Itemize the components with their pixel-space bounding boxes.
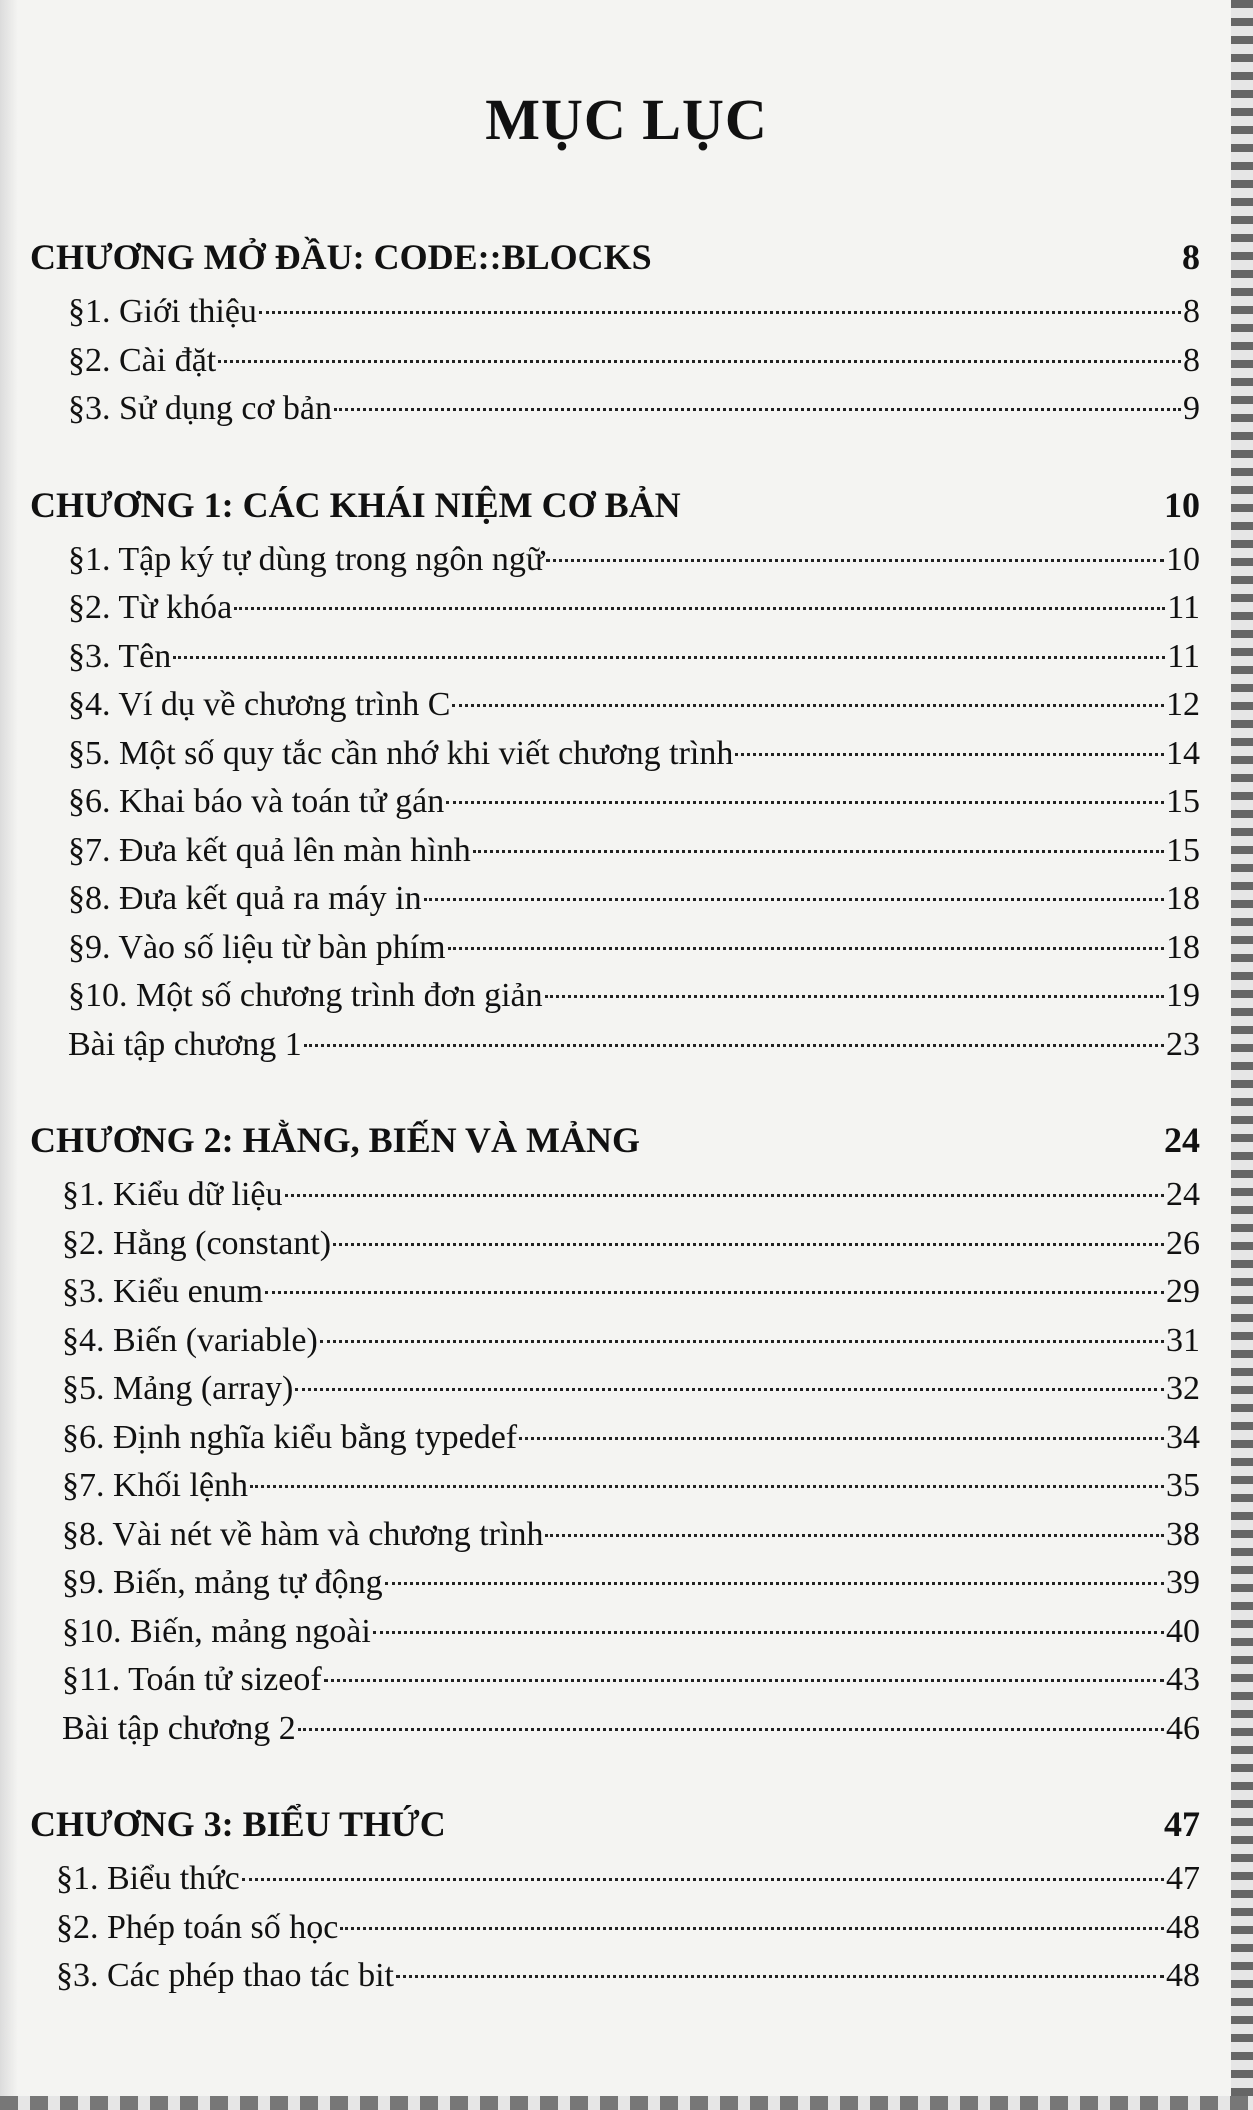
toc-entry[interactable] — [30, 536, 1200, 585]
dot-leader — [298, 1728, 1164, 1731]
toc-entry-label: §5. Một số quy tắc cần nhớ khi viết chương trình — [68, 734, 734, 772]
toc-entry-page-number: 18 — [1166, 880, 1200, 917]
toc-entry[interactable] — [30, 875, 1200, 924]
chapter-heading[interactable] — [30, 236, 1200, 288]
toc-entry-label: §2. Phép toán số học — [56, 1908, 339, 1946]
toc-entry-page-number: 15 — [1166, 831, 1200, 869]
toc-entry-label: §1. Tập ký tự dùng trong ngôn ngữ — [68, 540, 545, 578]
toc-entry[interactable] — [30, 1511, 1200, 1560]
toc-entry[interactable] — [30, 1608, 1200, 1657]
toc-entry[interactable] — [30, 681, 1200, 730]
dot-leader — [340, 1927, 1164, 1930]
dot-leader — [448, 947, 1164, 950]
toc-entry[interactable] — [30, 1317, 1200, 1366]
toc-chapter — [30, 1803, 1200, 2001]
dot-leader — [234, 607, 1165, 610]
toc-entry-page-number: 9 — [1183, 390, 1200, 427]
toc-entry-page-number: 8 — [1183, 293, 1200, 330]
toc-entry[interactable] — [30, 827, 1200, 876]
toc-entry[interactable] — [30, 924, 1200, 973]
toc-entry[interactable] — [30, 1656, 1200, 1705]
toc-entry-page-number: 43 — [1166, 1661, 1200, 1698]
dot-leader — [259, 311, 1181, 314]
toc-entry[interactable] — [30, 385, 1200, 434]
toc-entry-label: §8. Đưa kết quả ra máy in — [68, 880, 422, 917]
toc-entry[interactable] — [30, 1855, 1200, 1904]
dot-leader — [218, 360, 1181, 363]
toc-entry-page-number: 23 — [1166, 1025, 1200, 1063]
chapter-title: CHƯƠNG 2: HẰNG, BIẾN VÀ MẢNG — [30, 1120, 640, 1160]
toc-entry-label: §9. Vào số liệu từ bàn phím — [68, 928, 446, 966]
dot-leader — [242, 1878, 1164, 1881]
toc-entry[interactable] — [30, 1268, 1200, 1317]
toc-entry[interactable] — [30, 1414, 1200, 1463]
toc-entry-page-number: 11 — [1167, 637, 1200, 675]
dot-leader — [320, 1340, 1164, 1343]
toc-entry[interactable] — [30, 288, 1200, 337]
toc-entry-label: §10. Biến, mảng ngoài — [62, 1612, 371, 1650]
toc-entry-label: Bài tập chương 1 — [68, 1025, 302, 1063]
dot-leader — [285, 1194, 1164, 1197]
page-edge-bottom — [0, 2096, 1253, 2110]
dot-leader — [546, 559, 1164, 562]
toc-entry-label: §7. Đưa kết quả lên màn hình — [68, 831, 471, 869]
dot-leader — [519, 1437, 1164, 1440]
toc-entry[interactable] — [30, 1171, 1200, 1220]
toc-entry-label: §3. Sử dụng cơ bản — [68, 390, 332, 427]
dot-leader — [473, 850, 1164, 853]
toc-entry[interactable] — [30, 584, 1200, 633]
toc-entry-page-number: 38 — [1166, 1515, 1200, 1553]
toc-entry-label: §4. Biến (variable) — [62, 1321, 318, 1359]
toc-entry-label: §2. Từ khóa — [68, 589, 233, 626]
chapter-page-number: 8 — [1182, 237, 1200, 277]
toc-entry-label: §6. Khai báo và toán tử gán — [68, 783, 445, 820]
dot-leader — [446, 801, 1164, 804]
toc-entry-label: §5. Mảng (array) — [62, 1370, 294, 1407]
toc-entry[interactable] — [30, 972, 1200, 1021]
toc-entry[interactable] — [30, 337, 1200, 386]
toc-entry-label: §1. Biểu thức — [56, 1860, 240, 1897]
toc-chapter — [30, 1119, 1200, 1753]
dot-leader — [304, 1044, 1164, 1047]
chapter-page-number: 10 — [1164, 484, 1200, 525]
toc-entry-label: §7. Khối lệnh — [62, 1467, 249, 1504]
toc-entry-page-number: 47 — [1166, 1860, 1200, 1897]
toc-entry[interactable] — [30, 730, 1200, 779]
chapter-heading[interactable] — [30, 1119, 1200, 1171]
dot-leader — [295, 1388, 1164, 1391]
dot-leader — [265, 1291, 1164, 1294]
toc-entry-page-number: 12 — [1166, 686, 1200, 723]
toc-entry-label: §10. Một số chương trình đơn giản — [68, 977, 543, 1014]
toc-entry[interactable] — [30, 778, 1200, 827]
toc-entry-page-number: 48 — [1166, 1908, 1200, 1946]
toc-entry-label: §1. Giới thiệu — [68, 293, 257, 330]
dot-leader — [250, 1485, 1164, 1488]
toc-entry-page-number: 48 — [1166, 1957, 1200, 1994]
page-edge-left — [0, 0, 18, 2110]
toc-entry[interactable] — [30, 1952, 1200, 2001]
toc-entry-page-number: 24 — [1166, 1176, 1200, 1213]
toc-entry[interactable] — [30, 1462, 1200, 1511]
toc-entry-label: §6. Định nghĩa kiểu bằng typedef — [62, 1418, 518, 1456]
toc-entry-label: §4. Ví dụ về chương trình C — [68, 686, 451, 723]
table-of-contents — [30, 236, 1200, 2051]
toc-entry-page-number: 26 — [1166, 1224, 1200, 1262]
page-title: MỤC LỤC — [485, 87, 768, 152]
toc-entry-page-number: 32 — [1166, 1370, 1200, 1407]
toc-entry[interactable] — [30, 1365, 1200, 1414]
dot-leader — [173, 656, 1165, 659]
chapter-heading[interactable] — [30, 484, 1200, 536]
dot-leader — [324, 1679, 1164, 1682]
toc-entry[interactable] — [30, 1559, 1200, 1608]
dot-leader — [424, 898, 1164, 901]
toc-entry-page-number: 11 — [1167, 589, 1200, 626]
toc-entry-label: §2. Cài đặt — [68, 341, 217, 379]
toc-entry-page-number: 15 — [1166, 783, 1200, 820]
dot-leader — [452, 704, 1164, 707]
toc-entry[interactable] — [30, 1904, 1200, 1953]
dot-leader — [545, 1534, 1164, 1537]
toc-entry-label: §11. Toán tử sizeof — [62, 1661, 322, 1698]
page-edge-right — [1231, 0, 1253, 2110]
toc-chapter — [30, 484, 1200, 1070]
toc-entry-label: §3. Kiểu enum — [62, 1273, 264, 1310]
chapter-title: CHƯƠNG 3: BIỂU THỨC — [30, 1804, 446, 1844]
dot-leader — [545, 995, 1164, 998]
dot-leader — [735, 753, 1164, 756]
chapter-page-number: 24 — [1164, 1120, 1200, 1160]
toc-entry-label: §9. Biến, mảng tự động — [62, 1564, 383, 1601]
toc-entry-page-number: 39 — [1166, 1564, 1200, 1601]
toc-entry-page-number: 8 — [1183, 341, 1200, 379]
dot-leader — [396, 1975, 1164, 1978]
toc-entry-label: §3. Các phép thao tác bit — [56, 1957, 395, 1994]
chapter-title: CHƯƠNG 1: CÁC KHÁI NIỆM CƠ BẢN — [30, 484, 681, 525]
toc-entry-page-number: 31 — [1166, 1321, 1200, 1359]
dot-leader — [385, 1582, 1164, 1585]
chapter-heading[interactable] — [30, 1803, 1200, 1855]
toc-entry-page-number: 34 — [1166, 1418, 1200, 1456]
toc-entry-page-number: 40 — [1166, 1612, 1200, 1650]
toc-entry-page-number: 10 — [1166, 540, 1200, 578]
chapter-page-number: 47 — [1164, 1804, 1200, 1844]
toc-entry-page-number: 29 — [1166, 1273, 1200, 1310]
toc-chapter — [30, 236, 1200, 434]
toc-entry-page-number: 35 — [1166, 1467, 1200, 1504]
toc-entry-label: §2. Hằng (constant) — [62, 1224, 332, 1262]
toc-entry-page-number: 14 — [1166, 734, 1200, 772]
toc-entry-label: Bài tập chương 2 — [62, 1709, 296, 1747]
chapter-title: CHƯƠNG MỞ ĐẦU: CODE::BLOCKS — [30, 237, 652, 277]
dot-leader — [334, 408, 1181, 411]
toc-entry-label: §8. Vài nét về hàm và chương trình — [62, 1515, 544, 1553]
toc-entry-label: §1. Kiểu dữ liệu — [62, 1176, 283, 1213]
toc-entry[interactable] — [30, 633, 1200, 682]
toc-entry-page-number: 19 — [1166, 977, 1200, 1014]
toc-entry[interactable] — [30, 1705, 1200, 1754]
toc-entry-label: §3. Tên — [68, 637, 172, 675]
toc-entry-page-number: 46 — [1166, 1709, 1200, 1747]
toc-entry-page-number: 18 — [1166, 928, 1200, 966]
toc-entry[interactable] — [30, 1220, 1200, 1269]
dot-leader — [333, 1243, 1164, 1246]
toc-entry[interactable] — [30, 1021, 1200, 1070]
dot-leader — [373, 1631, 1164, 1634]
